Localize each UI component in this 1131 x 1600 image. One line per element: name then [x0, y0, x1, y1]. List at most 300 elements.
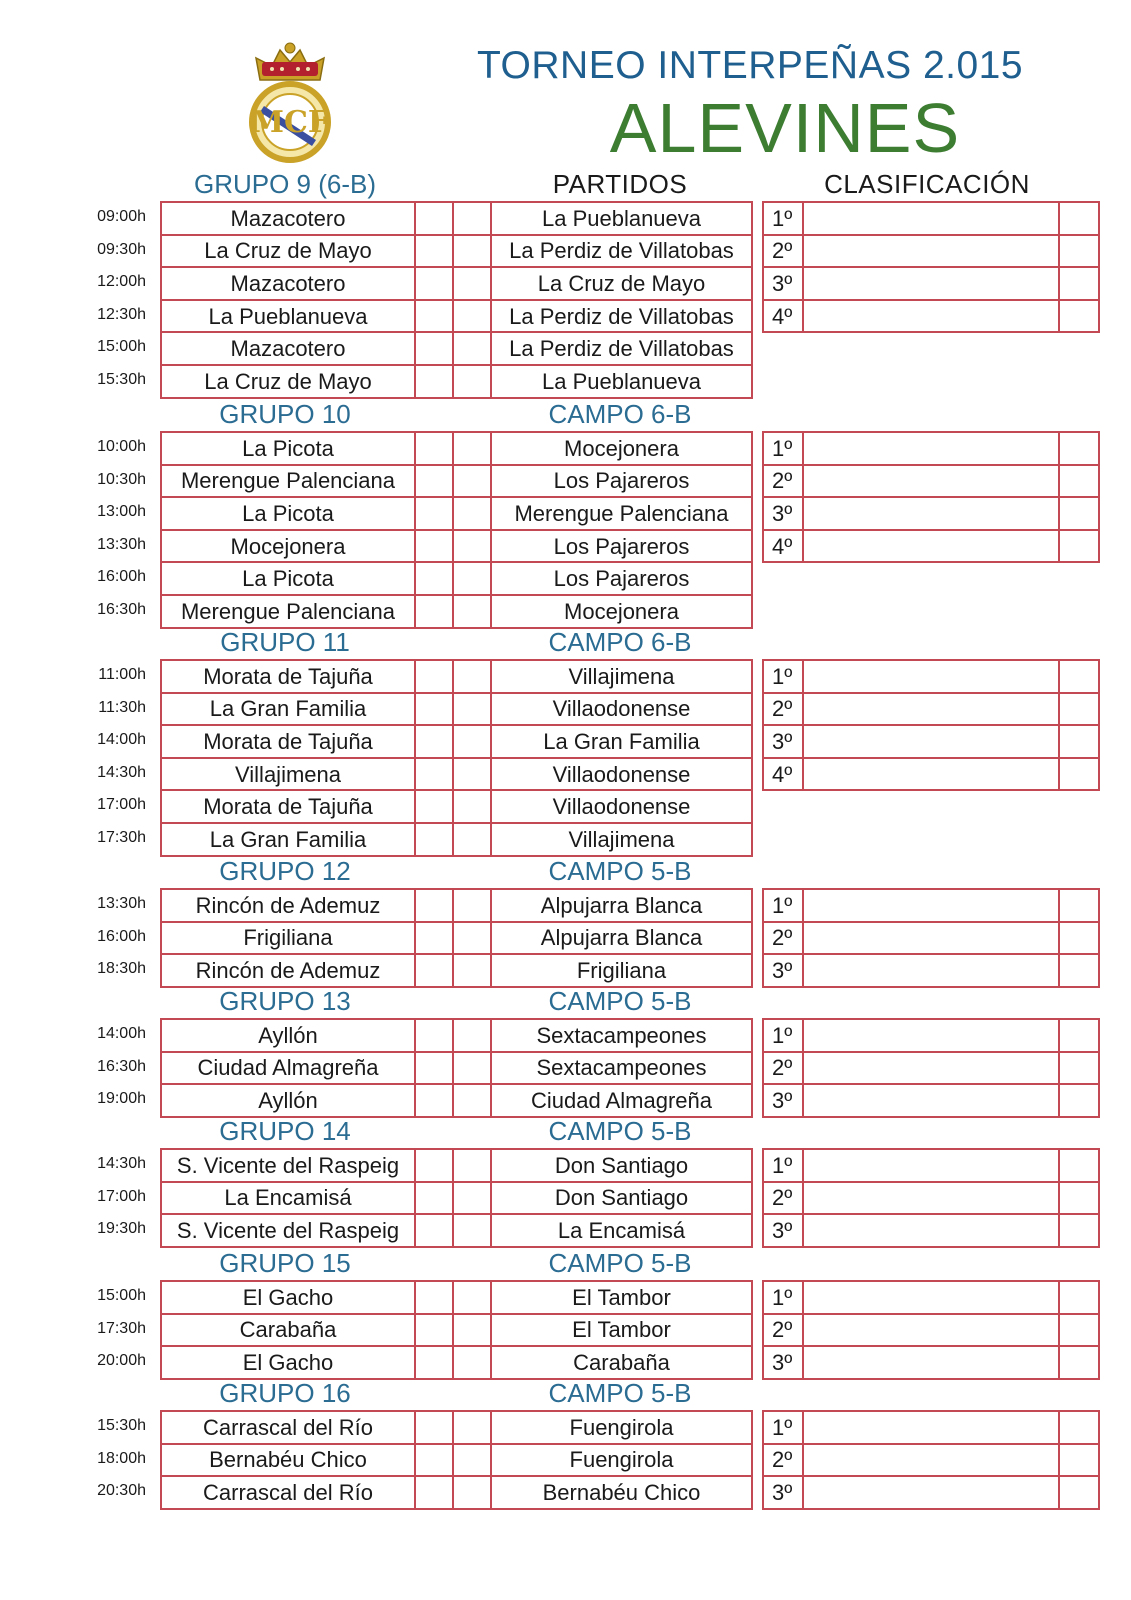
- position-label: 1º: [763, 1149, 803, 1182]
- home-score-cell[interactable]: [415, 300, 453, 333]
- position-label: 1º: [763, 432, 803, 465]
- home-score-cell[interactable]: [415, 1314, 453, 1347]
- away-score-cell[interactable]: [453, 595, 491, 628]
- away-score-cell[interactable]: [453, 1214, 491, 1247]
- classification-row: [763, 300, 1099, 333]
- away-score-cell[interactable]: [453, 1182, 491, 1215]
- away-team: Villaodonense: [491, 693, 752, 726]
- match-row: [161, 1314, 752, 1347]
- position-label: 2º: [763, 1444, 803, 1477]
- classification-row: [763, 530, 1099, 563]
- match-row: [161, 235, 752, 268]
- home-team: Mazacotero: [161, 202, 415, 235]
- home-score-cell[interactable]: [415, 267, 453, 300]
- classification-row: [763, 267, 1099, 300]
- away-score-cell[interactable]: [453, 267, 491, 300]
- match-row: [161, 1346, 752, 1379]
- category-title: ALEVINES: [609, 89, 961, 167]
- home-score-cell[interactable]: [415, 922, 453, 955]
- classified-team-cell[interactable]: [803, 693, 1059, 726]
- group-header: GRUPO 11: [220, 627, 350, 657]
- home-score-cell[interactable]: [415, 1214, 453, 1247]
- match-time: 17:30h: [97, 828, 146, 846]
- home-score-cell[interactable]: [415, 365, 453, 398]
- position-label: 3º: [763, 954, 803, 987]
- match-row: [161, 823, 752, 856]
- points-cell[interactable]: [1059, 1476, 1099, 1509]
- home-team: La Pueblanueva: [161, 300, 415, 333]
- classified-team-cell[interactable]: [803, 758, 1059, 791]
- classification-row: [763, 758, 1099, 791]
- group-header: GRUPO 16: [219, 1378, 351, 1408]
- match-time: 16:00h: [97, 568, 146, 586]
- position-label: 2º: [763, 1052, 803, 1085]
- points-cell[interactable]: [1059, 530, 1099, 563]
- points-cell[interactable]: [1059, 465, 1099, 498]
- classified-team-cell[interactable]: [803, 660, 1059, 693]
- away-score-cell[interactable]: [453, 693, 491, 726]
- match-row: [161, 202, 752, 235]
- home-score-cell[interactable]: [415, 1182, 453, 1215]
- points-cell[interactable]: [1059, 1019, 1099, 1052]
- match-row: [161, 1214, 752, 1247]
- home-team: La Picota: [161, 497, 415, 530]
- away-score-cell[interactable]: [453, 1084, 491, 1117]
- away-score-cell[interactable]: [453, 823, 491, 856]
- match-time: 14:00h: [97, 1025, 146, 1042]
- away-team: La Encamisá: [491, 1214, 752, 1247]
- home-score-cell[interactable]: [415, 660, 453, 693]
- home-score-cell[interactable]: [415, 530, 453, 563]
- classification-row: [763, 1052, 1099, 1085]
- classification-row: [763, 922, 1099, 955]
- away-score-cell[interactable]: [453, 758, 491, 791]
- away-score-cell[interactable]: [453, 922, 491, 955]
- position-label: 1º: [763, 660, 803, 693]
- home-team: La Picota: [161, 432, 415, 465]
- match-row: [161, 1411, 752, 1444]
- match-times: [82, 431, 152, 627]
- classified-team-cell[interactable]: [803, 202, 1059, 235]
- classification-row: [763, 1214, 1099, 1247]
- classified-team-cell[interactable]: [803, 1281, 1059, 1314]
- position-label: 1º: [763, 889, 803, 922]
- away-score-cell[interactable]: [453, 1052, 491, 1085]
- matches-table: [160, 1280, 753, 1380]
- home-team: Ciudad Almagreña: [161, 1052, 415, 1085]
- match-time: 16:00h: [97, 927, 146, 945]
- away-score-cell[interactable]: [453, 497, 491, 530]
- points-cell[interactable]: [1059, 693, 1099, 726]
- points-cell[interactable]: [1059, 1052, 1099, 1085]
- away-score-cell[interactable]: [453, 1149, 491, 1182]
- classification-table: [762, 1148, 1100, 1248]
- match-row: [161, 725, 752, 758]
- classified-team-cell[interactable]: [803, 497, 1059, 530]
- match-time: 15:00h: [97, 1287, 146, 1304]
- away-team: Los Pajareros: [491, 530, 752, 563]
- position-label: 3º: [763, 1214, 803, 1247]
- away-score-cell[interactable]: [453, 562, 491, 595]
- home-score-cell[interactable]: [415, 1444, 453, 1477]
- match-time: 13:00h: [97, 503, 146, 521]
- match-row: [161, 954, 752, 987]
- away-score-cell[interactable]: [453, 432, 491, 465]
- away-score-cell[interactable]: [453, 1444, 491, 1477]
- classified-team-cell[interactable]: [803, 889, 1059, 922]
- matches-table: [160, 659, 753, 857]
- position-label: 2º: [763, 1182, 803, 1215]
- position-label: 3º: [763, 497, 803, 530]
- classified-team-cell[interactable]: [803, 1084, 1059, 1117]
- home-team: Mocejonera: [161, 530, 415, 563]
- points-cell[interactable]: [1059, 1411, 1099, 1444]
- away-team: Bernabéu Chico: [491, 1476, 752, 1509]
- away-score-cell[interactable]: [453, 1346, 491, 1379]
- away-score-cell[interactable]: [453, 202, 491, 235]
- points-cell[interactable]: [1059, 954, 1099, 987]
- away-team: Villaodonense: [491, 758, 752, 791]
- match-row: [161, 1476, 752, 1509]
- match-time: 20:30h: [97, 1482, 146, 1500]
- away-team: La Gran Familia: [491, 725, 752, 758]
- match-row: [161, 758, 752, 791]
- away-score-cell[interactable]: [453, 1019, 491, 1052]
- home-team: Ayllón: [161, 1084, 415, 1117]
- points-cell[interactable]: [1059, 432, 1099, 465]
- position-label: 2º: [763, 693, 803, 726]
- points-cell[interactable]: [1059, 235, 1099, 268]
- match-time: 16:30h: [97, 600, 146, 618]
- home-team: La Cruz de Mayo: [161, 365, 415, 398]
- match-row: [161, 530, 752, 563]
- away-team: Mocejonera: [491, 595, 752, 628]
- classified-team-cell[interactable]: [803, 1444, 1059, 1477]
- classified-team-cell[interactable]: [803, 267, 1059, 300]
- match-time: 17:00h: [97, 796, 146, 814]
- home-score-cell[interactable]: [415, 497, 453, 530]
- away-team: Merengue Palenciana: [491, 497, 752, 530]
- match-row: [161, 562, 752, 595]
- away-team: Don Santiago: [491, 1149, 752, 1182]
- match-row: [161, 1052, 752, 1085]
- classified-team-cell[interactable]: [803, 530, 1059, 563]
- home-score-cell[interactable]: [415, 1052, 453, 1085]
- match-time: 10:00h: [97, 438, 146, 455]
- home-team: Merengue Palenciana: [161, 465, 415, 498]
- home-score-cell[interactable]: [415, 432, 453, 465]
- match-row: [161, 365, 752, 398]
- campo-header: CAMPO 5-B: [548, 1248, 692, 1278]
- home-team: S. Vicente del Raspeig: [161, 1214, 415, 1247]
- home-score-cell[interactable]: [415, 562, 453, 595]
- away-team: La Perdiz de Villatobas: [491, 332, 752, 365]
- away-team: Sextacampeones: [491, 1052, 752, 1085]
- points-cell[interactable]: [1059, 300, 1099, 333]
- away-score-cell[interactable]: [453, 954, 491, 987]
- home-team: Mazacotero: [161, 267, 415, 300]
- home-score-cell[interactable]: [415, 758, 453, 791]
- away-team: Carabaña: [491, 1346, 752, 1379]
- classified-team-cell[interactable]: [803, 922, 1059, 955]
- match-time: 14:30h: [97, 763, 146, 781]
- home-team: Mazacotero: [161, 332, 415, 365]
- away-score-cell[interactable]: [453, 1314, 491, 1347]
- campo-header: CAMPO 5-B: [548, 1116, 692, 1146]
- match-times: [82, 1410, 152, 1508]
- points-cell[interactable]: [1059, 1149, 1099, 1182]
- matches-table: [160, 201, 753, 399]
- home-team: Carrascal del Río: [161, 1411, 415, 1444]
- classified-team-cell[interactable]: [803, 1214, 1059, 1247]
- match-row: [161, 1149, 752, 1182]
- match-time: 19:00h: [97, 1090, 146, 1108]
- match-row: [161, 1444, 752, 1477]
- away-team: Fuengirola: [491, 1411, 752, 1444]
- classified-team-cell[interactable]: [803, 1019, 1059, 1052]
- away-score-cell[interactable]: [453, 365, 491, 398]
- points-cell[interactable]: [1059, 922, 1099, 955]
- match-time: 09:30h: [97, 240, 146, 258]
- points-cell[interactable]: [1059, 267, 1099, 300]
- away-team: Ciudad Almagreña: [491, 1084, 752, 1117]
- away-score-cell[interactable]: [453, 790, 491, 823]
- position-label: 3º: [763, 1476, 803, 1509]
- group-header: GRUPO 10: [219, 399, 351, 429]
- matches-table: [160, 1410, 753, 1510]
- position-label: 2º: [763, 465, 803, 498]
- match-time: 13:30h: [97, 535, 146, 553]
- home-team: Rincón de Ademuz: [161, 954, 415, 987]
- match-time: 15:30h: [97, 370, 146, 388]
- match-time: 19:30h: [97, 1220, 146, 1238]
- position-label: 4º: [763, 530, 803, 563]
- points-cell[interactable]: [1059, 1182, 1099, 1215]
- away-score-cell[interactable]: [453, 300, 491, 333]
- points-cell[interactable]: [1059, 202, 1099, 235]
- partidos-header: PARTIDOS: [552, 169, 688, 199]
- match-row: [161, 1281, 752, 1314]
- points-cell[interactable]: [1059, 660, 1099, 693]
- classification-row: [763, 660, 1099, 693]
- home-team: Frigiliana: [161, 922, 415, 955]
- matches-table: [160, 1148, 753, 1248]
- home-team: La Cruz de Mayo: [161, 235, 415, 268]
- match-time: 14:30h: [97, 1155, 146, 1172]
- classification-table: [762, 1280, 1100, 1380]
- classification-row: [763, 235, 1099, 268]
- home-score-cell[interactable]: [415, 1411, 453, 1444]
- away-score-cell[interactable]: [453, 332, 491, 365]
- points-cell[interactable]: [1059, 1444, 1099, 1477]
- classified-team-cell[interactable]: [803, 465, 1059, 498]
- home-score-cell[interactable]: [415, 954, 453, 987]
- away-score-cell[interactable]: [453, 725, 491, 758]
- classified-team-cell[interactable]: [803, 1182, 1059, 1215]
- home-team: Villajimena: [161, 758, 415, 791]
- group-header: GRUPO 13: [219, 986, 351, 1016]
- campo-header: CAMPO 6-B: [548, 399, 692, 429]
- home-score-cell[interactable]: [415, 235, 453, 268]
- classified-team-cell[interactable]: [803, 1346, 1059, 1379]
- match-times: [82, 659, 152, 855]
- classification-row: [763, 465, 1099, 498]
- away-score-cell[interactable]: [453, 660, 491, 693]
- group-header: GRUPO 15: [219, 1248, 351, 1278]
- match-row: [161, 267, 752, 300]
- match-times: [82, 1280, 152, 1378]
- position-label: 4º: [763, 300, 803, 333]
- tournament-title: TORNEO INTERPEÑAS 2.015: [476, 44, 1024, 87]
- classified-team-cell[interactable]: [803, 432, 1059, 465]
- points-cell[interactable]: [1059, 1346, 1099, 1379]
- points-cell[interactable]: [1059, 889, 1099, 922]
- points-cell[interactable]: [1059, 758, 1099, 791]
- home-score-cell[interactable]: [415, 465, 453, 498]
- points-cell[interactable]: [1059, 1214, 1099, 1247]
- points-cell[interactable]: [1059, 1084, 1099, 1117]
- real-madrid-crest-icon: [238, 40, 342, 164]
- match-row: [161, 432, 752, 465]
- match-row: [161, 1084, 752, 1117]
- position-label: 4º: [763, 758, 803, 791]
- home-score-cell[interactable]: [415, 725, 453, 758]
- points-cell[interactable]: [1059, 1281, 1099, 1314]
- match-time: 18:00h: [97, 1449, 146, 1467]
- home-score-cell[interactable]: [415, 1149, 453, 1182]
- away-score-cell[interactable]: [453, 530, 491, 563]
- match-row: [161, 693, 752, 726]
- home-score-cell[interactable]: [415, 332, 453, 365]
- home-team: Morata de Tajuña: [161, 725, 415, 758]
- home-score-cell[interactable]: [415, 1281, 453, 1314]
- match-time: 14:00h: [97, 731, 146, 749]
- match-time: 17:30h: [97, 1319, 146, 1337]
- home-score-cell[interactable]: [415, 889, 453, 922]
- away-score-cell[interactable]: [453, 1476, 491, 1509]
- away-team: Sextacampeones: [491, 1019, 752, 1052]
- position-label: 1º: [763, 1019, 803, 1052]
- match-row: [161, 465, 752, 498]
- home-score-cell[interactable]: [415, 1084, 453, 1117]
- away-team: La Cruz de Mayo: [491, 267, 752, 300]
- classified-team-cell[interactable]: [803, 300, 1059, 333]
- home-score-cell[interactable]: [415, 202, 453, 235]
- classification-row: [763, 1019, 1099, 1052]
- classification-row: [763, 1149, 1099, 1182]
- classification-row: [763, 497, 1099, 530]
- match-time: 20:00h: [97, 1352, 146, 1370]
- away-team: Los Pajareros: [491, 562, 752, 595]
- classification-row: [763, 1084, 1099, 1117]
- matches-table: [160, 1018, 753, 1118]
- match-row: [161, 332, 752, 365]
- away-score-cell[interactable]: [453, 235, 491, 268]
- home-score-cell[interactable]: [415, 1346, 453, 1379]
- home-team: Carabaña: [161, 1314, 415, 1347]
- match-time: 15:00h: [97, 338, 146, 356]
- classification-row: [763, 693, 1099, 726]
- match-row: [161, 922, 752, 955]
- match-time: 12:00h: [97, 273, 146, 291]
- home-team: Merengue Palenciana: [161, 595, 415, 628]
- classified-team-cell[interactable]: [803, 725, 1059, 758]
- points-cell[interactable]: [1059, 725, 1099, 758]
- campo-header: CAMPO 5-B: [548, 1378, 692, 1408]
- home-team: El Gacho: [161, 1281, 415, 1314]
- classified-team-cell[interactable]: [803, 1314, 1059, 1347]
- classified-team-cell[interactable]: [803, 1411, 1059, 1444]
- clasificacion-header: CLASIFICACIÓN: [824, 169, 1030, 199]
- home-team: S. Vicente del Raspeig: [161, 1149, 415, 1182]
- home-score-cell[interactable]: [415, 1019, 453, 1052]
- away-team: Villajimena: [491, 823, 752, 856]
- campo-header: CAMPO 6-B: [548, 627, 692, 657]
- home-score-cell[interactable]: [415, 595, 453, 628]
- classification-table: [762, 201, 1100, 333]
- position-label: 3º: [763, 1084, 803, 1117]
- away-team: Mocejonera: [491, 432, 752, 465]
- matches-table: [160, 431, 753, 629]
- home-score-cell[interactable]: [415, 823, 453, 856]
- position-label: 1º: [763, 1411, 803, 1444]
- svg-text:MCF: MCF: [250, 105, 330, 140]
- match-time: 11:00h: [98, 666, 146, 683]
- home-score-cell[interactable]: [415, 790, 453, 823]
- away-score-cell[interactable]: [453, 1411, 491, 1444]
- classified-team-cell[interactable]: [803, 1149, 1059, 1182]
- position-label: 2º: [763, 922, 803, 955]
- match-time: 09:00h: [97, 208, 146, 225]
- classification-table: [762, 431, 1100, 563]
- classification-row: [763, 954, 1099, 987]
- match-times: [82, 888, 152, 986]
- home-team: La Gran Familia: [161, 823, 415, 856]
- away-team: Alpujarra Blanca: [491, 922, 752, 955]
- classified-team-cell[interactable]: [803, 954, 1059, 987]
- classification-table: [762, 1410, 1100, 1510]
- away-team: El Tambor: [491, 1281, 752, 1314]
- classification-row: [763, 1444, 1099, 1477]
- match-row: [161, 790, 752, 823]
- match-times: [82, 1148, 152, 1246]
- classification-row: [763, 889, 1099, 922]
- position-label: 2º: [763, 235, 803, 268]
- position-label: 2º: [763, 1314, 803, 1347]
- away-team: La Perdiz de Villatobas: [491, 235, 752, 268]
- home-team: El Gacho: [161, 1346, 415, 1379]
- group-header: GRUPO 12: [219, 856, 351, 886]
- position-label: 1º: [763, 202, 803, 235]
- away-team: Los Pajareros: [491, 465, 752, 498]
- classified-team-cell[interactable]: [803, 1476, 1059, 1509]
- away-team: Frigiliana: [491, 954, 752, 987]
- away-score-cell[interactable]: [453, 889, 491, 922]
- home-score-cell[interactable]: [415, 693, 453, 726]
- campo-header: CAMPO 5-B: [548, 986, 692, 1016]
- classified-team-cell[interactable]: [803, 1052, 1059, 1085]
- away-team: Fuengirola: [491, 1444, 752, 1477]
- home-team: La Gran Familia: [161, 693, 415, 726]
- away-score-cell[interactable]: [453, 1281, 491, 1314]
- match-times: [82, 201, 152, 397]
- away-score-cell[interactable]: [453, 465, 491, 498]
- points-cell[interactable]: [1059, 1314, 1099, 1347]
- away-team: Villajimena: [491, 660, 752, 693]
- points-cell[interactable]: [1059, 497, 1099, 530]
- classified-team-cell[interactable]: [803, 235, 1059, 268]
- home-score-cell[interactable]: [415, 1476, 453, 1509]
